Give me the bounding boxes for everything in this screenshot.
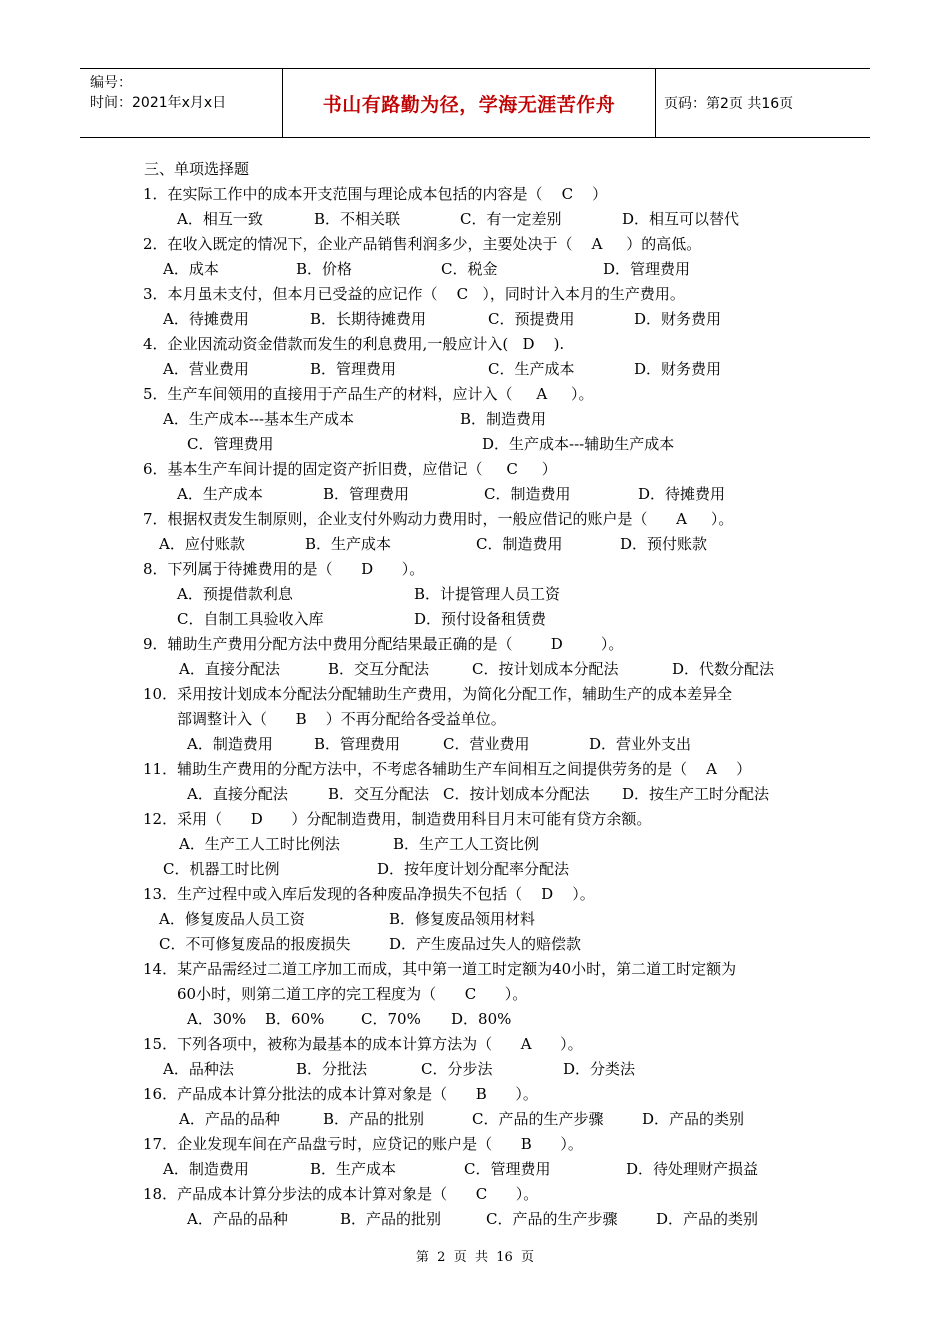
question-14-option-b: B．60% <box>265 1010 325 1028</box>
question-16-option-b: B．产品的批别 <box>323 1110 425 1128</box>
header-meta <box>80 69 283 137</box>
question-12-option-c: C．机器工时比例 <box>163 860 280 878</box>
document-date: 时间：2021年x月x日 <box>90 95 227 111</box>
header-page-cell <box>656 69 870 137</box>
question-14-option-d: D．80% <box>451 1010 512 1028</box>
question-4-option-a: A．营业费用 <box>163 360 249 378</box>
question-15-option-d: D．分类法 <box>563 1060 636 1078</box>
question-10-option-c: C．营业费用 <box>443 735 530 753</box>
question-2-option-c: C．税金 <box>441 260 498 278</box>
question-8-option-b: B．计提管理人员工资 <box>414 585 561 603</box>
question-3-option-a: A．待摊费用 <box>163 310 249 328</box>
question-13-option-d: D．产生废品过失人的赔偿款 <box>389 935 582 953</box>
question-11-option-c: C．按计划成本分配法 <box>443 785 590 803</box>
question-16-option-a: A．产品的品种 <box>179 1110 280 1128</box>
question-7-option-a: A．应付账款 <box>159 535 245 553</box>
question-5-option-d: D．生产成本---辅助生产成本 <box>482 435 675 453</box>
question-15-option-c: C．分步法 <box>421 1060 493 1078</box>
question-15: 15．下列各项中，被称为最基本的成本计算方法为（ A ）。 <box>143 1035 583 1053</box>
question-8-option-d: D．预付设备租赁费 <box>414 610 547 628</box>
question-9-option-c: C．按计划成本分配法 <box>472 660 619 678</box>
question-14-option-c: C．70% <box>361 1010 421 1028</box>
question-4: 4．企业因流动资金借款而发生的利息费用,一般应计入( D ). <box>143 335 565 353</box>
question-17-option-a: A．制造费用 <box>163 1160 249 1178</box>
question-2-option-d: D．管理费用 <box>603 260 691 278</box>
header-page-number: 页码：第2页 共16页 <box>664 96 794 112</box>
question-16-option-d: D．产品的类别 <box>642 1110 745 1128</box>
page-header <box>80 68 870 138</box>
question-16-option-c: C．产品的生产步骤 <box>472 1110 604 1128</box>
question-13: 13．生产过程中或入库后发现的各种废品净损失不包括（ D ）。 <box>143 885 595 903</box>
question-10: 10．采用按计划成本分配法分配辅助生产费用，为简化分配工作，辅助生产的成本差异全 <box>143 685 733 703</box>
question-4-option-c: C．生产成本 <box>488 360 575 378</box>
question-5-option-a: A．生产成本---基本生产成本 <box>163 410 355 428</box>
question-16: 16．产品成本计算分批法的成本计算对象是（ B ）。 <box>143 1085 538 1103</box>
question-7-option-b: B．生产成本 <box>305 535 392 553</box>
question-18-option-a: A．产品的品种 <box>187 1210 288 1228</box>
question-1-option-a: A．相互一致 <box>177 210 263 228</box>
question-5: 5．生产车间领用的直接用于产品生产的材料，应计入（ A ）。 <box>143 385 594 403</box>
question-4-option-d: D．财务费用 <box>634 360 722 378</box>
question-11-option-a: A．直接分配法 <box>187 785 288 803</box>
question-3-option-d: D．财务费用 <box>634 310 722 328</box>
question-18-option-c: C．产品的生产步骤 <box>486 1210 618 1228</box>
page-footer <box>0 1246 950 1265</box>
question-18: 18．产品成本计算分步法的成本计算对象是（ C ）。 <box>143 1185 539 1203</box>
question-18-option-b: B．产品的批别 <box>340 1210 442 1228</box>
question-11-option-b: B．交互分配法 <box>328 785 430 803</box>
question-9-option-a: A．直接分配法 <box>179 660 280 678</box>
question-6-option-b: B．管理费用 <box>323 485 410 503</box>
question-9-option-b: B．交互分配法 <box>328 660 430 678</box>
question-12: 12．采用（ D ）分配制造费用，制造费用科目月末可能有贷方余额。 <box>143 810 652 828</box>
question-9-option-d: D．代数分配法 <box>672 660 775 678</box>
question-1: 1．在实际工作中的成本开支范围与理论成本包括的内容是（ C ） <box>143 185 608 203</box>
question-15-option-a: A．品种法 <box>163 1060 234 1078</box>
question-2-option-b: B．价格 <box>296 260 353 278</box>
question-15-option-b: B．分批法 <box>296 1060 368 1078</box>
question-5-option-b: B．制造费用 <box>460 410 547 428</box>
question-17-option-c: C．管理费用 <box>464 1160 551 1178</box>
question-12-option-a: A．生产工人工时比例法 <box>179 835 340 853</box>
question-7-option-d: D．预付账款 <box>620 535 708 553</box>
question-14-continued: 60小时，则第二道工序的完工程度为（ C ）。 <box>177 985 528 1003</box>
question-10-option-b: B．管理费用 <box>314 735 401 753</box>
question-11: 11．辅助生产费用的分配方法中，不考虑各辅助生产车间相互之间提供劳务的是（ A ） <box>143 760 752 778</box>
question-17-option-d: D．待处理财产损益 <box>626 1160 759 1178</box>
question-6-option-a: A．生产成本 <box>177 485 263 503</box>
question-14-option-a: A．30% <box>187 1010 247 1028</box>
header-motto: 书山有路勤为径，学海无涯苦作舟 <box>322 93 616 116</box>
question-12-option-d: D．按年度计划分配率分配法 <box>377 860 570 878</box>
document-number-label: 编号： <box>90 75 132 91</box>
question-13-option-c: C．不可修复废品的报废损失 <box>159 935 351 953</box>
question-1-option-c: C．有一定差别 <box>460 210 562 228</box>
question-3-option-c: C．预提费用 <box>488 310 575 328</box>
question-6: 6．基本生产车间计提的固定资产折旧费，应借记（ C ） <box>143 460 557 478</box>
question-7-option-c: C．制造费用 <box>476 535 563 553</box>
question-14: 14．某产品需经过二道工序加工而成，其中第一道工时定额为40小时，第二道工时定额为 <box>143 960 737 978</box>
section-title: 三、单项选择题 <box>144 160 250 178</box>
question-13-option-b: B．修复废品领用材料 <box>389 910 536 928</box>
question-4-option-b: B．管理费用 <box>310 360 397 378</box>
question-10-option-d: D．营业外支出 <box>589 735 692 753</box>
question-7: 7．根据权责发生制原则，企业支付外购动力费用时，一般应借记的账户是（ A ）。 <box>143 510 734 528</box>
question-3-option-b: B．长期待摊费用 <box>310 310 427 328</box>
question-12-option-b: B．生产工人工资比例 <box>393 835 540 853</box>
question-9: 9．辅助生产费用分配方法中费用分配结果最正确的是（ D ）。 <box>143 635 624 653</box>
question-10-continued: 部调整计入（ B ）不再分配给各受益单位。 <box>177 710 506 728</box>
question-3: 3．本月虽未支付，但本月已受益的应记作（ C ），同时计入本月的生产费用。 <box>143 285 685 303</box>
question-6-option-d: D．待摊费用 <box>638 485 726 503</box>
question-8: 8．下列属于待摊费用的是（ D ）。 <box>143 560 425 578</box>
question-8-option-c: C．自制工具验收入库 <box>177 610 324 628</box>
question-2: 2．在收入既定的情况下，企业产品销售利润多少，主要处决于（ A ）的高低。 <box>143 235 702 253</box>
question-8-option-a: A．预提借款利息 <box>177 585 293 603</box>
question-10-option-a: A．制造费用 <box>187 735 273 753</box>
question-6-option-c: C．制造费用 <box>484 485 571 503</box>
question-1-option-d: D．相互可以替代 <box>622 210 740 228</box>
header-motto-cell <box>283 69 656 137</box>
question-5-option-c: C．管理费用 <box>187 435 274 453</box>
question-18-option-d: D．产品的类别 <box>656 1210 759 1228</box>
question-13-option-a: A．修复废品人员工资 <box>159 910 305 928</box>
footer-page-number: 第 2 页 共 16 页 <box>415 1250 535 1265</box>
question-17-option-b: B．生产成本 <box>310 1160 397 1178</box>
question-1-option-b: B．不相关联 <box>314 210 401 228</box>
question-11-option-d: D．按生产工时分配法 <box>622 785 770 803</box>
question-2-option-a: A．成本 <box>163 260 219 278</box>
question-17: 17．企业发现车间在产品盘亏时，应贷记的账户是（ B ）。 <box>143 1135 583 1153</box>
